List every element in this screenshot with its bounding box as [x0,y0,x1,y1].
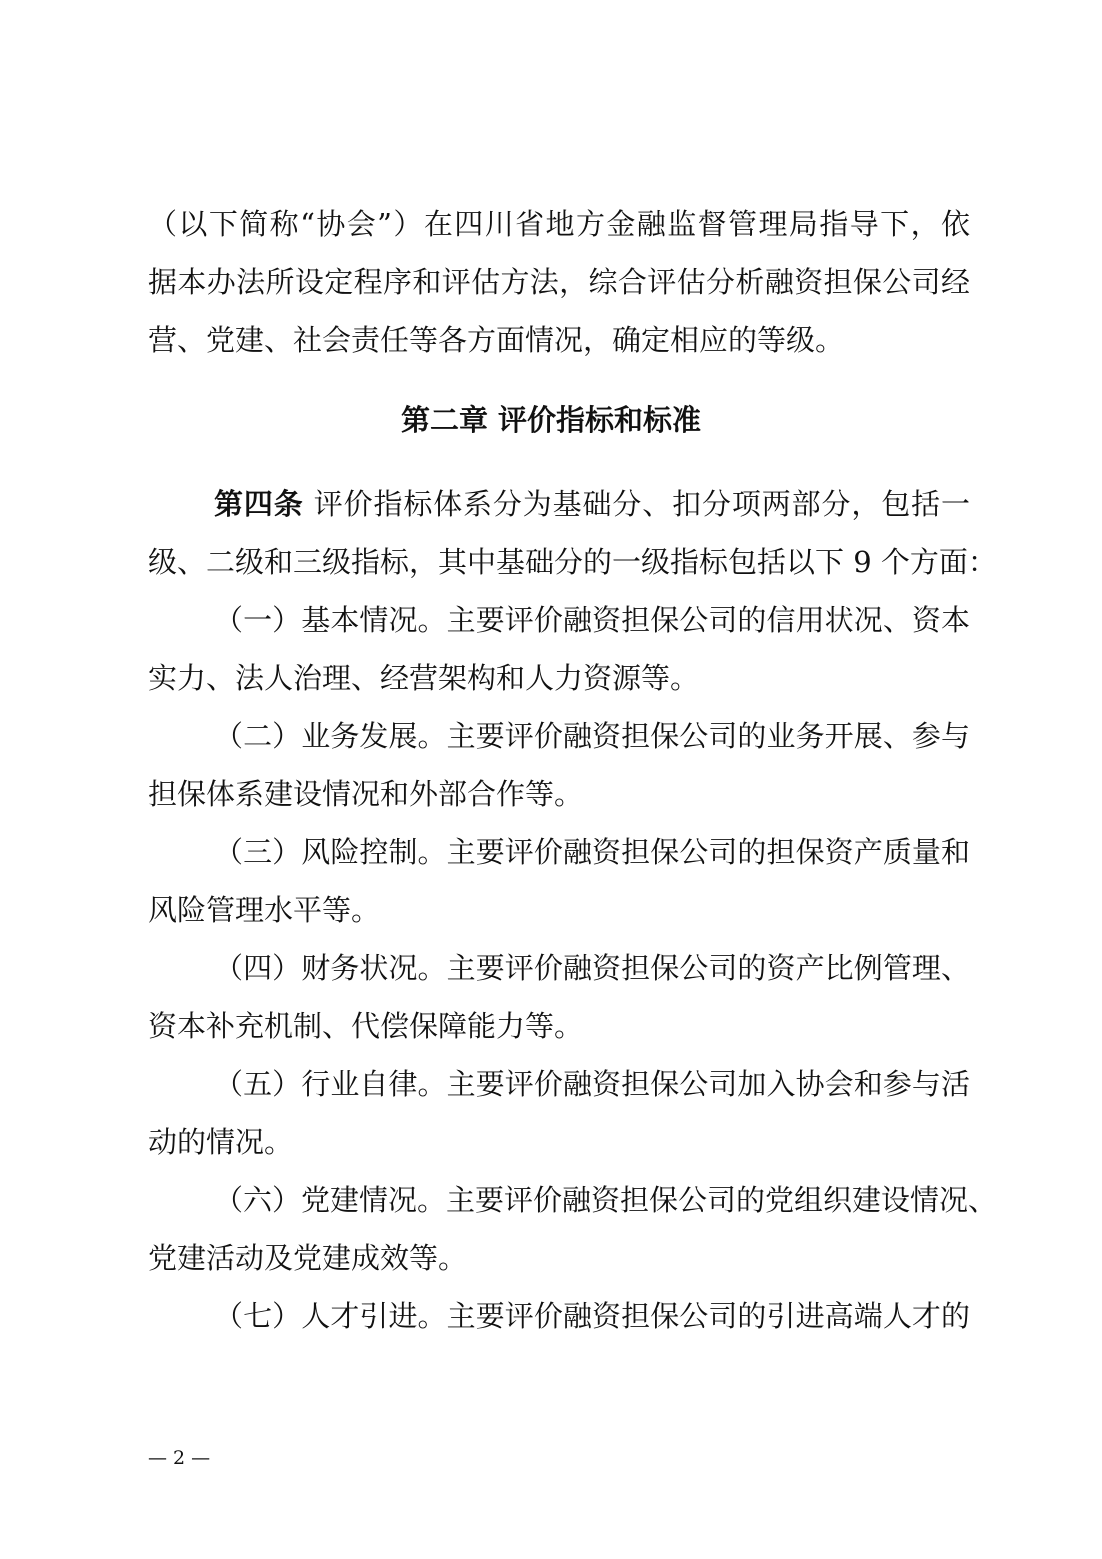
list-item-4-line-1: （四）财务状况。主要评价融资担保公司的资产比例管理、 [214,951,970,985]
intro-line-3: 营、党建、社会责任等各方面情况，确定相应的等级。 [148,323,845,357]
article-4-line-1-text: 评价指标体系分为基础分、扣分项两部分，包括一 [303,487,970,521]
chapter-heading: 第二章 评价指标和标准 [400,403,702,437]
list-item-1-line-1: （一）基本情况。主要评价融资担保公司的信用状况、资本 [214,603,970,637]
list-item-7-line-1: （七）人才引进。主要评价融资担保公司的引进高端人才的 [214,1299,970,1333]
list-item-5-line-2: 动的情况。 [148,1125,294,1159]
list-item-1-line-2: 实力、法人治理、经营架构和人力资源等。 [148,661,700,695]
list-item-2-line-1: （二）业务发展。主要评价融资担保公司的业务开展、参与 [214,719,970,753]
list-item-4-line-2: 资本补充机制、代偿保障能力等。 [148,1009,584,1043]
page-number: — 2 — [148,1447,211,1469]
list-item-2-line-2: 担保体系建设情况和外部合作等。 [148,777,584,811]
list-item-5-line-1: （五）行业自律。主要评价融资担保公司加入协会和参与活 [214,1067,970,1101]
article-4-line-1 [214,484,970,524]
list-item-6-line-2: 党建活动及党建成效等。 [148,1241,468,1275]
list-item-6-line-1: （六）党建情况。主要评价融资担保公司的党组织建设情况、 [214,1183,998,1217]
intro-line-2: 据本办法所设定程序和评估方法，综合评估分析融资担保公司经 [148,265,970,299]
list-item-3-line-2: 风险管理水平等。 [148,893,381,927]
list-item-3-line-1: （三）风险控制。主要评价融资担保公司的担保资产质量和 [214,835,970,869]
article-4-line-2: 级、二级和三级指标，其中基础分的一级指标包括以下 9 个方面： [148,545,997,579]
article-label: 第四条 [214,487,304,521]
intro-line-1: （以下简称“协会”）在四川省地方金融监督管理局指导下，依 [148,207,970,241]
